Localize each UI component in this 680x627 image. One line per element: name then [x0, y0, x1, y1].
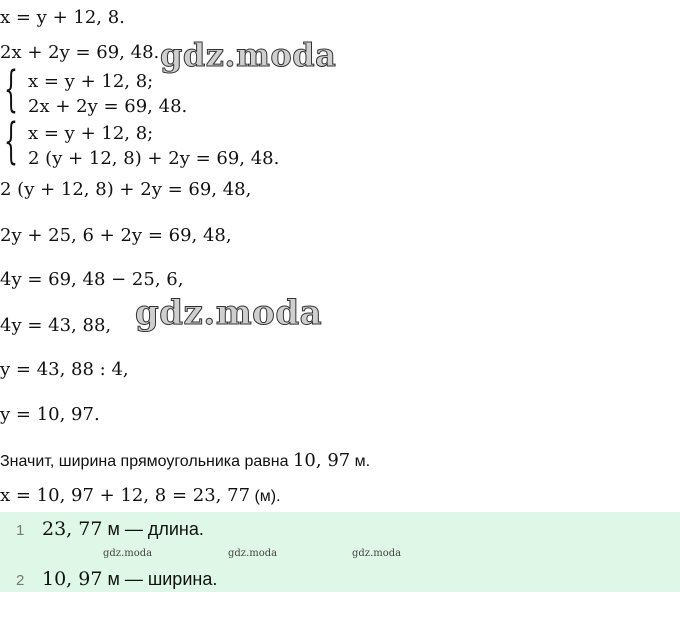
answer-label-2: м — ширина.: [102, 569, 218, 589]
answer-text-1: [42, 518, 204, 540]
watermark-small-3: gdz.moda: [352, 548, 402, 559]
x-result-unit: (м).: [250, 488, 281, 505]
answer-value-2: 10, 97: [42, 568, 103, 590]
answer-box: [0, 512, 680, 592]
equation-line-1: x = y + 12, 8.: [0, 7, 125, 28]
equation-line-2: 2x + 2y = 69, 48.: [0, 42, 160, 63]
x-result-line: [0, 485, 281, 508]
answer-label-1: м — длина.: [102, 519, 204, 539]
answer-number-1: 1: [16, 522, 25, 539]
system-2-equation-b: 2 (y + 12, 8) + 2y = 69, 48.: [28, 148, 280, 169]
answer-number-2: 2: [16, 572, 25, 589]
equation-line-3: 2 (y + 12, 8) + 2y = 69, 48,: [0, 179, 252, 200]
answer-value-1: 23, 77: [42, 518, 103, 540]
equation-line-4: 2y + 25, 6 + 2y = 69, 48,: [0, 225, 232, 246]
equation-line-8: y = 10, 97.: [0, 404, 100, 425]
conclusion-text: [0, 450, 370, 473]
system-brace-2: {: [4, 115, 18, 171]
conclusion-suffix: м.: [350, 453, 371, 470]
system-2-equation-a: x = y + 12, 8;: [28, 123, 154, 144]
equation-line-5: 4y = 69, 48 − 25, 6,: [0, 269, 184, 290]
answer-text-2: [42, 568, 217, 590]
watermark-middle: gdz.moda: [135, 293, 323, 333]
system-brace-1: {: [4, 63, 18, 119]
system-1-equation-a: x = y + 12, 8;: [28, 71, 154, 92]
conclusion-value: 10, 97: [292, 450, 351, 471]
equation-line-6: 4y = 43, 88,: [0, 315, 112, 336]
watermark-small-2: gdz.moda: [228, 548, 278, 559]
system-1-equation-b: 2x + 2y = 69, 48.: [28, 96, 188, 117]
conclusion-prefix: Значит, ширина прямоугольника равна: [0, 453, 293, 470]
x-result-formula: x = 10, 97 + 12, 8 = 23, 77: [0, 485, 251, 506]
watermark-top: gdz.moda: [160, 36, 337, 74]
watermark-small-1: gdz.moda: [103, 548, 153, 559]
equation-line-7: y = 43, 88 : 4,: [0, 359, 129, 380]
